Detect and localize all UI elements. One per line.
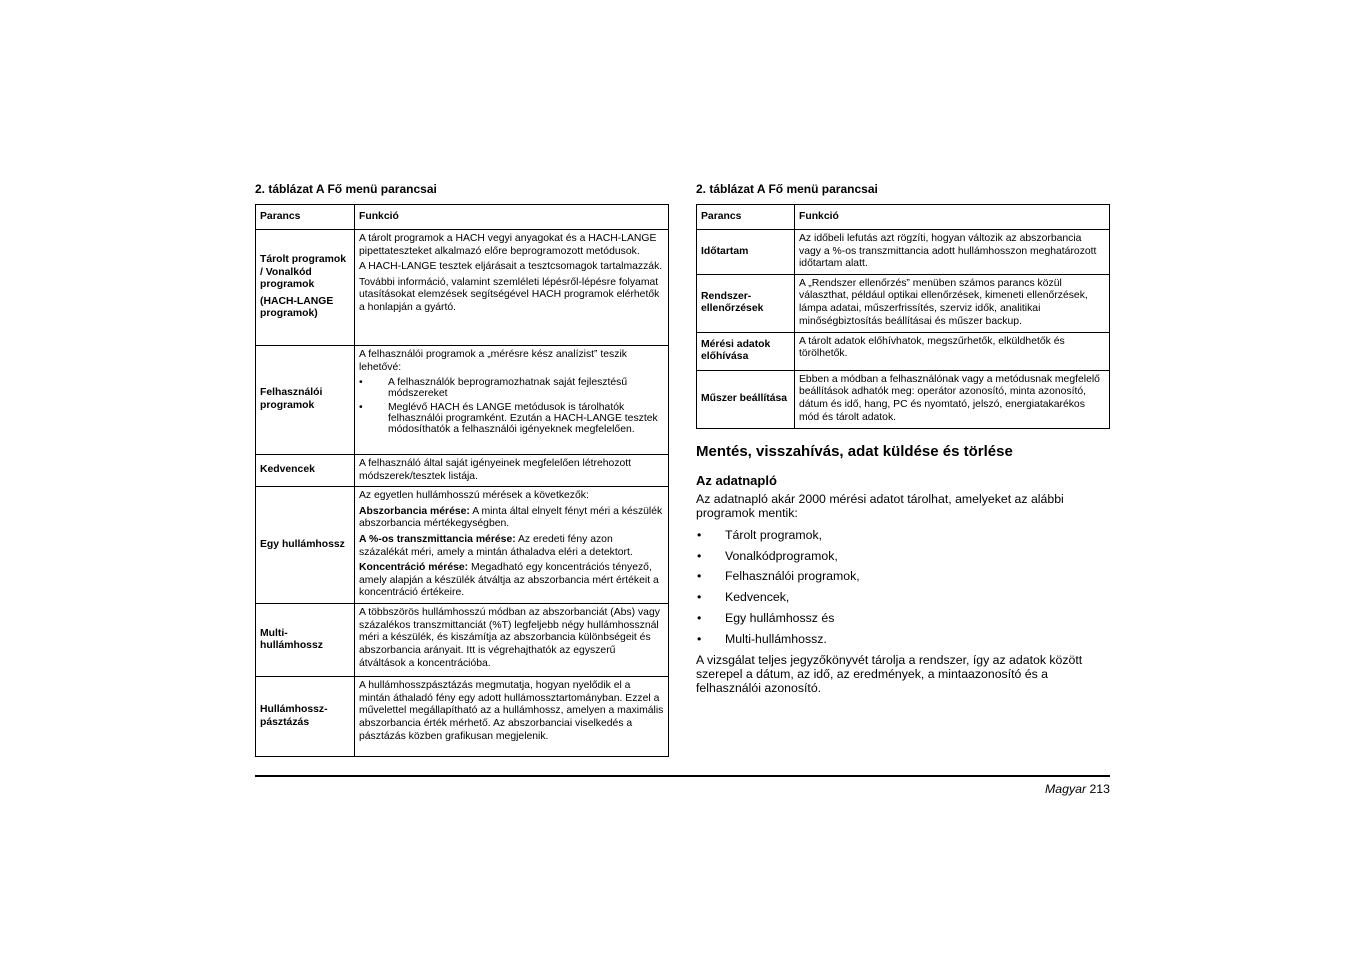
- command-cell: [256, 230, 355, 346]
- function-text: A HACH-LANGE tesztek eljárásait a tesztcsomagok tartalmazzák.: [359, 261, 663, 273]
- term: Koncentráció mérése:: [359, 562, 469, 574]
- section-title: Mentés, visszahívás, adat küldése és törlése: [696, 442, 1013, 460]
- list-item: • Multi-hullámhossz.: [696, 632, 1110, 646]
- function-text: A felhasználói programok a „mérésre kész analízist” teszik lehetővé:: [359, 349, 627, 373]
- table-row: [256, 677, 669, 757]
- command-cell: Időtartam: [697, 230, 795, 275]
- command-sublabel: (HACH-LANGE programok): [260, 295, 334, 320]
- function-cell: A tárolt adatok előhívhatok, megszűrhetők, elküldhetők és törölhetők.: [795, 332, 1110, 370]
- bullet-list: [359, 377, 664, 435]
- table-row: [256, 230, 669, 346]
- main-menu-table: [255, 204, 669, 757]
- page-number: 213: [1089, 782, 1110, 796]
- table-row: [256, 604, 669, 677]
- command-cell: Egy hullámhossz: [256, 487, 355, 604]
- list-item: • A felhasználók beprogramozhatnak saját fejlesztésű módszereket: [359, 377, 664, 399]
- table-row: [697, 274, 1110, 332]
- command-cell: Műszer beállítása: [697, 370, 795, 428]
- column-header-function: Funkció: [355, 205, 669, 230]
- list-item: • Felhasználói programok,: [696, 569, 1110, 583]
- table-header-row: [256, 205, 669, 230]
- command-cell: Rendszer-ellenőrzések: [697, 274, 795, 332]
- function-cell: A felhasználó által saját igényeinek megfelelően létrehozott módszerek/tesztek listája.: [355, 455, 669, 487]
- function-text: További információ, valamint szemléleti lépésről-lépésre folyamat utasításokat elemzések segítségével HACH programok elérhetők a honlapján a gyártó.: [359, 276, 660, 313]
- function-cell: A többszörös hullámhosszú módban az abszorbanciát (Abs) vagy százalékos transzmittanciát (%T) legfeljebb négy hullámhossznál méri a készülék, és kiszámítja az abszorbancia különbségeit és abszorbancia arányait. Itt is végrehajthatók az egyszerű átváltások a koncentrációba.: [355, 604, 669, 677]
- term-description: Az eredeti fény azon százalékát méri, amely a mintán áthaladva eléri a detektort.: [359, 533, 633, 558]
- list-item: • Kedvencek,: [696, 590, 1110, 604]
- column-header-command: Parancs: [697, 205, 795, 230]
- function-cell: [355, 487, 669, 604]
- table-header-row: [697, 205, 1110, 230]
- command-cell: Mérési adatok előhívása: [697, 332, 795, 370]
- table-caption: 2. táblázat A Fő menü parancsai: [696, 182, 878, 196]
- table-row: [256, 487, 669, 604]
- table-row: [256, 346, 669, 455]
- table-row: [697, 370, 1110, 428]
- outro-paragraph: A vizsgálat teljes jegyzőkönyvét tárolja a rendszer, így az adatok között szerepel a dátum, az idő, az eredmények, a mintaazonosító és a felhasználói azonosító.: [696, 652, 1083, 695]
- command-cell: Multi-hullámhossz: [256, 604, 355, 677]
- table-row: [697, 230, 1110, 275]
- function-cell: Ebben a módban a felhasználónak vagy a metódusnak megfelelő beállítások adhatók meg: operátor azonosító, minta azonosító, dátum és idő, hang, PC és nyomtató, jelszó, energiatakarékos mód és tárolt adatok.: [795, 370, 1110, 428]
- function-cell: [355, 230, 669, 346]
- list-item: • Vonalkódprogramok,: [696, 549, 1110, 563]
- main-menu-table-continued: [696, 204, 1110, 429]
- term-description: Megadható egy koncentrációs tényező, amely alapján a készülék átváltja az abszorbancia mért értékeit a koncentráció értékeire.: [359, 562, 659, 599]
- function-text: A tárolt programok a HACH vegyi anyagokat és a HACH-LANGE pipettateszteket alkalmazó előre beprogramozott metódusok.: [359, 233, 657, 257]
- list-item: • Meglévő HACH és LANGE metódusok is tárolhatók felhasználói programként. Ezután a HACH-LANGE tesztek módosíthatók a felhasználói igényeknek megfelelően.: [359, 402, 664, 435]
- footer-divider: [255, 775, 1110, 777]
- function-cell: A hullámhosszpásztázás megmutatja, hogyan nyelődik el a mintán áthaladó fény egy adott hullámossztartományban. Ezzel a művelettel megállapítható az a hullámhossz, amelyen a maximális abszorbancia érték mérhető. Az abszorbanciai viselkedés a pásztázás közben grafikusan megjelenik.: [355, 677, 669, 757]
- function-cell: [355, 346, 669, 455]
- table-caption: 2. táblázat A Fő menü parancsai: [255, 182, 437, 196]
- command-cell: Hullámhossz-pásztázás: [256, 677, 355, 757]
- function-text: Az egyetlen hullámhosszú mérések a következők:: [359, 490, 589, 502]
- term: A %-os transzmittancia mérése:: [359, 533, 516, 545]
- function-text: [359, 534, 664, 559]
- program-list: [696, 528, 1110, 646]
- command-cell: Kedvencek: [256, 455, 355, 487]
- table-row: [697, 332, 1110, 370]
- column-header-function: Funkció: [795, 205, 1110, 230]
- command-label: Tárolt programok / Vonalkód programok: [260, 254, 347, 291]
- function-cell: Az időbeli lefutás azt rögzíti, hogyan változik az abszorbancia vagy a %-os transzmittancia adott hullámhosszon meghatározott időtartam alatt.: [795, 230, 1110, 275]
- left-column: [255, 182, 669, 757]
- term-description: A minta által elnyelt fényt méri a készülék abszorbancia mértékegységben.: [359, 505, 663, 530]
- function-text: [359, 506, 664, 531]
- list-item: • Tárolt programok,: [696, 528, 1110, 542]
- list-item: • Egy hullámhossz és: [696, 611, 1110, 625]
- function-text: [359, 562, 664, 600]
- page-footer: [1045, 782, 1110, 796]
- intro-paragraph: Az adatnapló akár 2000 mérési adatot tárolhat, amelyeket az alábbi programok mentik:: [696, 491, 1064, 520]
- column-header-command: Parancs: [256, 205, 355, 230]
- section-subtitle: Az adatnapló: [696, 472, 777, 488]
- footer-language: Magyar: [1045, 782, 1087, 796]
- table-row: [256, 455, 669, 487]
- function-cell: A „Rendszer ellenőrzés” menüben számos parancs közül választhat, például optikai ellenőrzések, kimeneti ellenőrzések, lámpa adatai, műszerfrissítés, szerviz idők, analitikai minőségbiztosítás beállításai és műszer backup.: [795, 274, 1110, 332]
- term: Abszorbancia mérése:: [359, 505, 470, 517]
- right-column: [696, 182, 1110, 695]
- command-cell: Felhasználói programok: [256, 346, 355, 455]
